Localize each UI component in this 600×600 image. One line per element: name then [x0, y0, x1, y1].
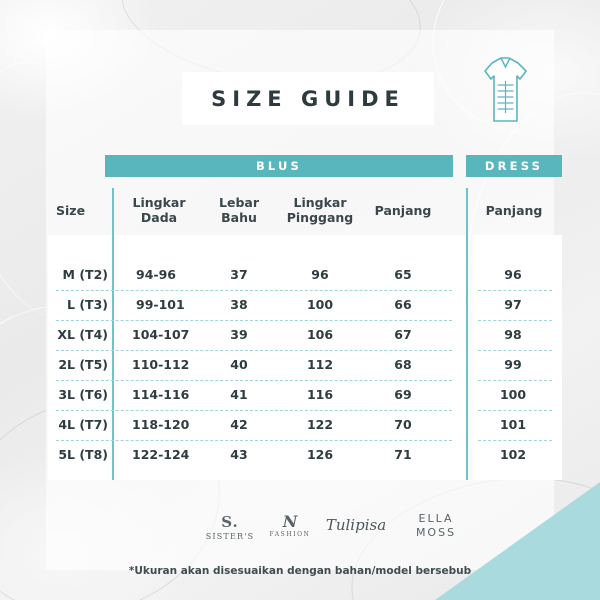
- table-row: [0, 380, 600, 410]
- cell-lingkar-pinggang: 122: [306, 417, 334, 432]
- cell-panjang-blus: 68: [394, 357, 412, 372]
- cell-size: XL (T4): [57, 327, 108, 342]
- cell-panjang-blus: 67: [394, 327, 412, 342]
- column-header-size: [56, 203, 116, 218]
- cell-lebar-bahu: 41: [230, 387, 248, 402]
- brand-ella-line1: ELLA: [418, 512, 454, 525]
- group-header-blus-label: BLUS: [255, 159, 303, 173]
- cell-panjang-blus: 70: [394, 417, 412, 432]
- cell-lingkar-dada: 118-120: [132, 417, 190, 432]
- column-header-panjang-dress: [476, 203, 552, 218]
- table-row: [0, 410, 600, 440]
- cell-lebar-bahu: 43: [230, 447, 248, 462]
- blouse-icon: [468, 55, 542, 131]
- cell-lebar-bahu: 40: [230, 357, 248, 372]
- cell-panjang-blus: 69: [394, 387, 412, 402]
- column-header-size-label: Size: [56, 203, 86, 218]
- cell-lingkar-dada: 114-116: [132, 387, 190, 402]
- cell-size: M (T2): [62, 267, 108, 282]
- cell-size: L (T3): [67, 297, 108, 312]
- brand-logos: [48, 512, 468, 556]
- brand-ella-moss: [396, 512, 476, 540]
- column-header-lingkar-pinggang-line2: Pinggang: [286, 210, 354, 225]
- cell-lingkar-pinggang: 100: [306, 297, 334, 312]
- cell-panjang-dress: 98: [504, 327, 522, 342]
- column-header-lingkar-dada-line2: Dada: [140, 210, 178, 225]
- table-row: [0, 440, 600, 470]
- brand-ella-line2: MOSS: [415, 526, 457, 539]
- brand-tulipisa: Tulipisa: [325, 516, 387, 534]
- cell-panjang-dress: 101: [499, 417, 527, 432]
- cell-lingkar-dada: 104-107: [132, 327, 190, 342]
- cell-panjang-blus: 65: [394, 267, 412, 282]
- cell-lebar-bahu: 38: [230, 297, 248, 312]
- cell-lingkar-pinggang: 96: [311, 267, 329, 282]
- cell-lingkar-pinggang: 112: [306, 357, 334, 372]
- cell-size: 5L (T8): [58, 447, 108, 462]
- cell-size: 4L (T7): [58, 417, 108, 432]
- group-header-dress-label: DRESS: [484, 159, 544, 173]
- column-header-panjang-blus: [368, 203, 438, 218]
- cell-panjang-dress: 99: [504, 357, 522, 372]
- cell-lingkar-dada: 99-101: [136, 297, 185, 312]
- cell-panjang-dress: 97: [504, 297, 522, 312]
- column-header-panjang-dress-label: Panjang: [485, 203, 543, 218]
- cell-panjang-dress: 100: [499, 387, 527, 402]
- cell-lingkar-pinggang: 126: [306, 447, 334, 462]
- column-header-lingkar-dada-line1: Lingkar: [132, 195, 186, 210]
- column-header-lingkar-dada: [118, 195, 200, 225]
- table-row: [0, 290, 600, 320]
- cell-lingkar-dada: 110-112: [132, 357, 190, 372]
- brand-n-fashion: [262, 512, 318, 538]
- cell-panjang-blus: 71: [394, 447, 412, 462]
- cell-lingkar-pinggang: 106: [306, 327, 334, 342]
- table-row: [0, 350, 600, 380]
- page-title: [182, 72, 434, 125]
- footnote: *Ukuran akan disesuaikan dengan bahan/model bersebub: [128, 565, 472, 577]
- cell-panjang-dress: 102: [499, 447, 527, 462]
- cell-size: 2L (T5): [58, 357, 108, 372]
- brand-n-initial: N: [282, 512, 298, 531]
- brand-n-name: FASHION: [269, 531, 311, 538]
- table-row: [0, 320, 600, 350]
- column-header-panjang-blus-label: Panjang: [374, 203, 432, 218]
- brand-sisters-name: SISTER'S: [205, 532, 255, 541]
- cell-lebar-bahu: 39: [230, 327, 248, 342]
- brand-sisters: [200, 512, 260, 541]
- column-header-lingkar-pinggang-line1: Lingkar: [293, 195, 347, 210]
- column-header-lebar-bahu-line2: Bahu: [221, 210, 257, 225]
- column-header-lingkar-pinggang: [276, 195, 364, 225]
- brand-sisters-initial: S.: [221, 513, 239, 531]
- cell-panjang-dress: 96: [504, 267, 522, 282]
- table-row: [0, 260, 600, 290]
- cell-lingkar-pinggang: 116: [306, 387, 334, 402]
- cell-lingkar-dada: 122-124: [132, 447, 190, 462]
- group-header-dress: [466, 155, 562, 177]
- cell-size: 3L (T6): [58, 387, 108, 402]
- cell-panjang-blus: 66: [394, 297, 412, 312]
- cell-lingkar-dada: 94-96: [136, 267, 176, 282]
- column-header-lebar-bahu: [208, 195, 270, 225]
- cell-lebar-bahu: 42: [230, 417, 248, 432]
- page-title-text: SIZE GUIDE: [211, 86, 405, 111]
- column-header-lebar-bahu-line1: Lebar: [219, 195, 259, 210]
- cell-lebar-bahu: 37: [230, 267, 248, 282]
- group-header-blus: [105, 155, 453, 177]
